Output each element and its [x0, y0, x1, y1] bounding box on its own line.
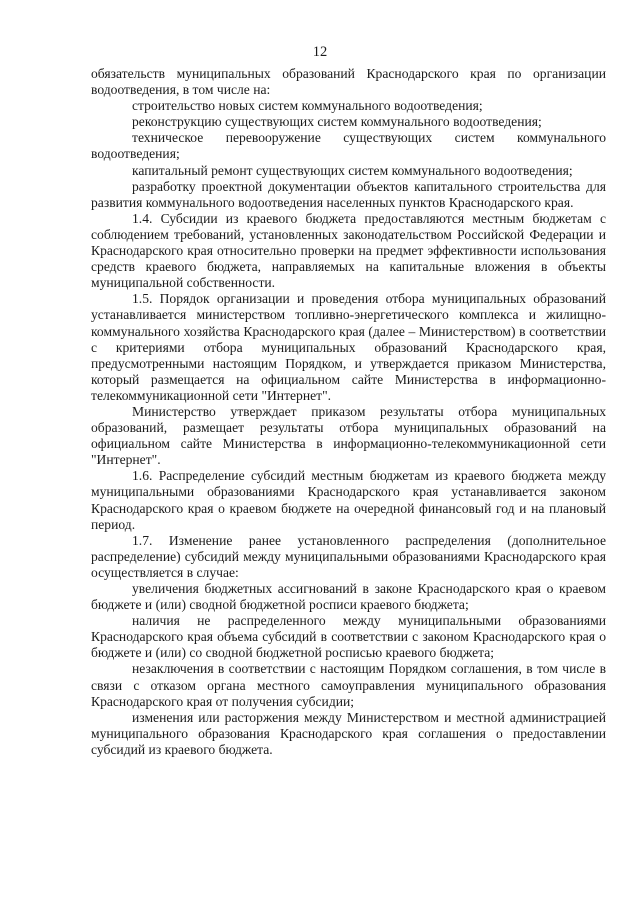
list-item-agreement-change: изменения или расторжения между Министерством и местной администрацией муниципального образования Краснодарского края соглашения о предоставлении субсидий из краевого бюджета. — [91, 709, 606, 757]
document-body — [91, 66, 606, 758]
list-item-reconstruction: реконструкцию существующих систем коммунального водоотведения; — [132, 114, 542, 130]
paragraph-1-5: 1.5. Порядок организации и проведения отбора муниципальных образований устанавливается министерством топливно-энергетического комплекса и жилищно-коммунального хозяйства Краснодарского края (далее – Министерством) в соответствии с критериями отбора муниципальных образований Краснодарского края, предусмотренными настоящим Порядком, и утверждается приказом Министерства, который размещается на официальном сайте Министерства в информационно-телекоммуникационной сети "Интернет". — [91, 291, 606, 403]
paragraph-1-7: 1.7. Изменение ранее установленного распределения (дополнительное распределение) субсидий между муниципальными образованиями Краснодарского края осуществляется в случае: — [91, 532, 606, 580]
list-item-undistributed-volume: наличия не распределенного между муниципальными образованиями Краснодарского края объема субсидий в соответствии с законом Краснодарского края о бюджете и (или) со сводной бюджетной росписью краевого бюджета; — [91, 613, 606, 661]
list-item-agreement-not-concluded: незаключения в соответствии с настоящим Порядком соглашения, в том числе в связи с отказом органа местного самоуправления муниципального образования Краснодарского края от получения субсидии; — [91, 661, 606, 709]
page-number: 12 — [312, 44, 328, 60]
list-item-project-documentation: разработку проектной документации объектов капитального строительства для развития коммунального водоотведения населенных пунктов Краснодарского края. — [91, 178, 606, 210]
list-item-reequipment: техническое перевооружение существующих систем коммунального водоотведения; — [91, 130, 606, 162]
paragraph-ministry-approval: Министерство утверждает приказом результаты отбора муниципальных образований, размещает результаты отбора муниципальных образований на официальном сайте Министерства в информационно-телекоммуникационной сети "Интернет". — [91, 403, 606, 468]
paragraph-1-6: 1.6. Распределение субсидий местным бюджетам из краевого бюджета между муниципальными образованиями Краснодарского края устанавливается законом Краснодарского края о краевом бюджете на очередной финансовый год и на плановый период. — [91, 468, 606, 532]
paragraph-1-4: 1.4. Субсидии из краевого бюджета предоставляются местным бюджетам с соблюдением требований, установленных законодательством Российской Федерации и Краснодарского края относительно проверки на предмет эффективности использования средств краевого бюджета, направляемых на капитальные вложения в объекты муниципальной собственности. — [91, 210, 606, 291]
list-item-budget-increase: увеличения бюджетных ассигнований в законе Краснодарского края о краевом бюджете и (или) сводной бюджетной росписи краевого бюджета; — [91, 581, 606, 613]
list-item-construction: строительство новых систем коммунального водоотведения; — [132, 98, 483, 114]
paragraph-obligations-intro: обязательств муниципальных образований Краснодарского края по организации водоотведения, в том числе на: — [91, 66, 606, 98]
list-item-capital-repair: капитальный ремонт существующих систем коммунального водоотведения; — [132, 162, 573, 178]
